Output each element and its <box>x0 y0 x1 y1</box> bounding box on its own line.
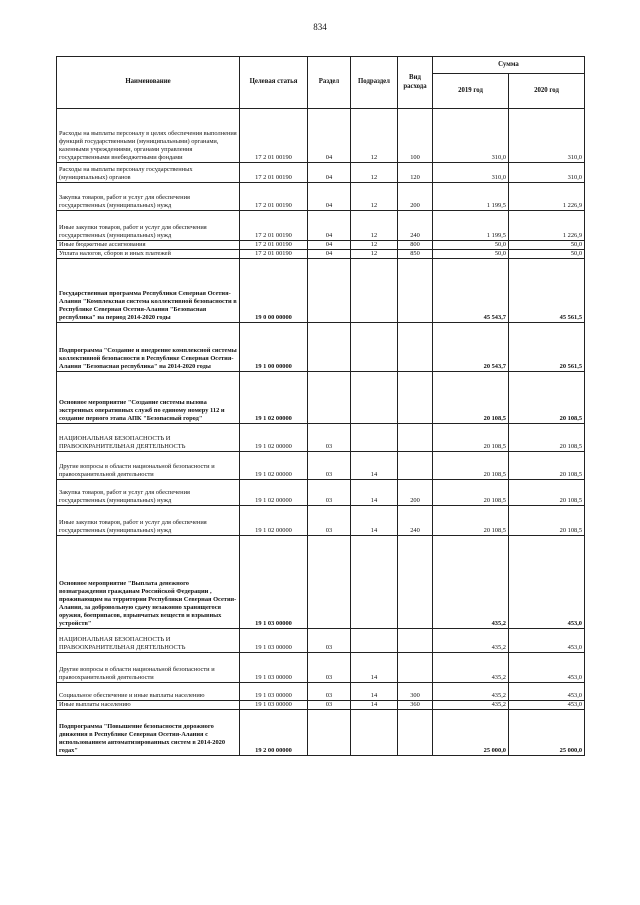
sum-2020-cell: 453,0 <box>509 701 585 710</box>
target-article-cell: 19 1 00 00000 <box>240 323 308 372</box>
target-article-cell: 19 1 02 00000 <box>240 372 308 424</box>
expense-type-cell: 200 <box>398 183 433 211</box>
subsection-cell: 12 <box>351 163 398 183</box>
section-cell <box>308 710 351 756</box>
target-article-cell: 19 1 03 00000 <box>240 629 308 653</box>
sum-2019-cell: 435,2 <box>433 701 509 710</box>
subsection-cell: 12 <box>351 211 398 241</box>
table-row <box>57 183 585 211</box>
target-article-cell: 17 2 01 00190 <box>240 109 308 163</box>
header-2020: 2020 год <box>509 74 585 109</box>
row-name-cell: Расходы на выплаты персоналу государственных (муниципальных) органов <box>57 163 240 183</box>
sum-2020-cell: 1 226,9 <box>509 211 585 241</box>
target-article-cell: 19 1 03 00000 <box>240 536 308 629</box>
table-row <box>57 683 585 701</box>
sum-2019-cell: 45 543,7 <box>433 259 509 323</box>
row-name-cell: Иные бюджетные ассигнования <box>57 241 240 250</box>
header-section: Раздел <box>308 57 351 109</box>
expense-type-cell: 120 <box>398 163 433 183</box>
section-cell: 03 <box>308 629 351 653</box>
table-row <box>57 109 585 163</box>
section-cell: 03 <box>308 506 351 536</box>
expense-type-cell: 360 <box>398 701 433 710</box>
section-cell: 04 <box>308 211 351 241</box>
section-cell: 03 <box>308 452 351 480</box>
table-row <box>57 259 585 323</box>
subsection-cell: 14 <box>351 506 398 536</box>
sum-2020-cell: 25 000,0 <box>509 710 585 756</box>
row-name-cell: Закупка товаров, работ и услуг для обеспечения государственных (муниципальных) нужд <box>57 480 240 506</box>
header-2019: 2019 год <box>433 74 509 109</box>
sum-2020-cell: 453,0 <box>509 653 585 683</box>
expense-type-cell: 100 <box>398 109 433 163</box>
section-cell <box>308 372 351 424</box>
expense-type-cell <box>398 710 433 756</box>
header-target-article: Целевая статья <box>240 57 308 109</box>
sum-2020-cell: 453,0 <box>509 536 585 629</box>
table-row <box>57 163 585 183</box>
row-name-cell: Социальное обеспечение и иные выплаты населению <box>57 683 240 701</box>
section-cell: 04 <box>308 163 351 183</box>
section-cell: 04 <box>308 250 351 259</box>
section-cell: 03 <box>308 424 351 452</box>
target-article-cell: 19 0 00 00000 <box>240 259 308 323</box>
header-subsection: Подраздел <box>351 57 398 109</box>
subsection-cell: 12 <box>351 183 398 211</box>
target-article-cell: 17 2 01 00190 <box>240 250 308 259</box>
header-name: Наименование <box>57 57 240 109</box>
target-article-cell: 19 1 03 00000 <box>240 701 308 710</box>
subsection-cell <box>351 424 398 452</box>
row-name-cell: Закупка товаров, работ и услуг для обеспечения государственных (муниципальных) нужд <box>57 183 240 211</box>
row-name-cell: Подпрограмма "Повышение безопасности дорожного движения в Республике Северная Осетия-Алания с использованием автоматизированных систем в 2014-2020 годах" <box>57 710 240 756</box>
table-row <box>57 629 585 653</box>
sum-2019-cell: 50,0 <box>433 241 509 250</box>
expense-type-cell <box>398 323 433 372</box>
expense-type-cell <box>398 424 433 452</box>
row-name-cell: Государственная программа Республики Северная Осетия-Алания "Комплексная система коллективной безопасности в Республике Северная Осетия-Алания "Безопасная республика" на период 2014-2020 годы <box>57 259 240 323</box>
table-row <box>57 250 585 259</box>
subsection-cell <box>351 372 398 424</box>
sum-2019-cell: 20 108,5 <box>433 452 509 480</box>
table-row <box>57 701 585 710</box>
subsection-cell <box>351 259 398 323</box>
sum-2019-cell: 310,0 <box>433 109 509 163</box>
sum-2020-cell: 20 108,5 <box>509 372 585 424</box>
sum-2020-cell: 310,0 <box>509 109 585 163</box>
target-article-cell: 19 2 00 00000 <box>240 710 308 756</box>
section-cell: 03 <box>308 653 351 683</box>
row-name-cell: НАЦИОНАЛЬНАЯ БЕЗОПАСНОСТЬ И ПРАВООХРАНИТЕЛЬНАЯ ДЕЯТЕЛЬНОСТЬ <box>57 424 240 452</box>
row-name-cell: Другие вопросы в области национальной безопасности и правоохранительной деятельности <box>57 452 240 480</box>
sum-2019-cell: 20 543,7 <box>433 323 509 372</box>
sum-2019-cell: 435,2 <box>433 629 509 653</box>
sum-2019-cell: 435,2 <box>433 653 509 683</box>
sum-2020-cell: 20 108,5 <box>509 424 585 452</box>
section-cell: 04 <box>308 183 351 211</box>
target-article-cell: 17 2 01 00190 <box>240 163 308 183</box>
sum-2020-cell: 20 108,5 <box>509 480 585 506</box>
table-row <box>57 506 585 536</box>
table-row <box>57 323 585 372</box>
row-name-cell: Уплата налогов, сборов и иных платежей <box>57 250 240 259</box>
sum-2019-cell: 1 199,5 <box>433 183 509 211</box>
sum-2020-cell: 20 108,5 <box>509 452 585 480</box>
table-row <box>57 241 585 250</box>
header-sum: Сумма <box>433 57 585 74</box>
target-article-cell: 19 1 02 00000 <box>240 424 308 452</box>
row-name-cell: Другие вопросы в области национальной безопасности и правоохранительной деятельности <box>57 653 240 683</box>
sum-2019-cell: 435,2 <box>433 683 509 701</box>
section-cell: 04 <box>308 241 351 250</box>
sum-2020-cell: 310,0 <box>509 163 585 183</box>
table-row <box>57 710 585 756</box>
sum-2019-cell: 50,0 <box>433 250 509 259</box>
target-article-cell: 19 1 02 00000 <box>240 452 308 480</box>
budget-table <box>56 56 585 756</box>
subsection-cell: 14 <box>351 480 398 506</box>
sum-2019-cell: 20 108,5 <box>433 506 509 536</box>
row-name-cell: Основное мероприятие "Выплата денежного вознаграждения гражданам Российской Федерации , проживающим на территории Республики Северная Осетия-Алания, за добровольную сдачу незаконно хранящегося оружия, боеприпасов, взрывчатых веществ и взрывных устройств" <box>57 536 240 629</box>
row-name-cell: Иные закупки товаров, работ и услуг для обеспечения государственных (муниципальных) нужд <box>57 211 240 241</box>
target-article-cell: 17 2 01 00190 <box>240 211 308 241</box>
section-cell <box>308 536 351 629</box>
subsection-cell: 14 <box>351 653 398 683</box>
expense-type-cell: 300 <box>398 683 433 701</box>
expense-type-cell <box>398 259 433 323</box>
sum-2020-cell: 50,0 <box>509 250 585 259</box>
table-row <box>57 211 585 241</box>
target-article-cell: 19 1 03 00000 <box>240 653 308 683</box>
table-row <box>57 653 585 683</box>
subsection-cell <box>351 536 398 629</box>
table-row <box>57 480 585 506</box>
section-cell: 03 <box>308 683 351 701</box>
expense-type-cell <box>398 536 433 629</box>
sum-2019-cell: 25 000,0 <box>433 710 509 756</box>
subsection-cell: 12 <box>351 241 398 250</box>
table-row <box>57 424 585 452</box>
sum-2020-cell: 45 561,5 <box>509 259 585 323</box>
subsection-cell: 12 <box>351 109 398 163</box>
header-expense-type: Вид расхода <box>398 57 433 109</box>
sum-2020-cell: 50,0 <box>509 241 585 250</box>
sum-2019-cell: 310,0 <box>433 163 509 183</box>
sum-2019-cell: 20 108,5 <box>433 424 509 452</box>
subsection-cell <box>351 323 398 372</box>
page-number: 834 <box>313 22 327 32</box>
sum-2020-cell: 453,0 <box>509 629 585 653</box>
sum-2019-cell: 20 108,5 <box>433 372 509 424</box>
sum-2020-cell: 453,0 <box>509 683 585 701</box>
row-name-cell: Расходы на выплаты персоналу в целях обеспечения выполнения функций государственными (муниципальными) органами, казенными учреждениями, органами управления государственными внебюджетными фондами <box>57 109 240 163</box>
expense-type-cell: 240 <box>398 506 433 536</box>
table-row <box>57 452 585 480</box>
sum-2019-cell: 1 199,5 <box>433 211 509 241</box>
row-name-cell: Иные закупки товаров, работ и услуг для обеспечения государственных (муниципальных) нужд <box>57 506 240 536</box>
expense-type-cell <box>398 653 433 683</box>
section-cell <box>308 323 351 372</box>
sum-2019-cell: 20 108,5 <box>433 480 509 506</box>
section-cell <box>308 259 351 323</box>
expense-type-cell <box>398 629 433 653</box>
expense-type-cell: 800 <box>398 241 433 250</box>
target-article-cell: 19 1 02 00000 <box>240 506 308 536</box>
section-cell: 04 <box>308 109 351 163</box>
subsection-cell: 14 <box>351 701 398 710</box>
target-article-cell: 19 1 02 00000 <box>240 480 308 506</box>
expense-type-cell: 240 <box>398 211 433 241</box>
row-name-cell: НАЦИОНАЛЬНАЯ БЕЗОПАСНОСТЬ И ПРАВООХРАНИТЕЛЬНАЯ ДЕЯТЕЛЬНОСТЬ <box>57 629 240 653</box>
subsection-cell <box>351 710 398 756</box>
row-name-cell: Подпрограмма "Создание и внедрение комплексной системы коллективной безопасности в Республике Северная Осетия-Алания "Безопасная республика" на 2014-2020 годы <box>57 323 240 372</box>
target-article-cell: 17 2 01 00190 <box>240 183 308 211</box>
sum-2019-cell: 435,2 <box>433 536 509 629</box>
table-body <box>57 109 585 756</box>
row-name-cell: Иные выплаты населению <box>57 701 240 710</box>
sum-2020-cell: 20 108,5 <box>509 506 585 536</box>
subsection-cell: 14 <box>351 683 398 701</box>
section-cell: 03 <box>308 480 351 506</box>
sum-2020-cell: 20 561,5 <box>509 323 585 372</box>
expense-type-cell <box>398 452 433 480</box>
target-article-cell: 17 2 01 00190 <box>240 241 308 250</box>
expense-type-cell: 850 <box>398 250 433 259</box>
expense-type-cell <box>398 372 433 424</box>
sum-2020-cell: 1 226,9 <box>509 183 585 211</box>
subsection-cell: 12 <box>351 250 398 259</box>
row-name-cell: Основное мероприятие "Создание системы вызова экстренных оперативных служб по единому номеру 112 и создание первого этапа АПК "Безопасный город" <box>57 372 240 424</box>
table-row <box>57 536 585 629</box>
target-article-cell: 19 1 03 00000 <box>240 683 308 701</box>
expense-type-cell: 200 <box>398 480 433 506</box>
subsection-cell <box>351 629 398 653</box>
subsection-cell: 14 <box>351 452 398 480</box>
table-row <box>57 372 585 424</box>
section-cell: 03 <box>308 701 351 710</box>
